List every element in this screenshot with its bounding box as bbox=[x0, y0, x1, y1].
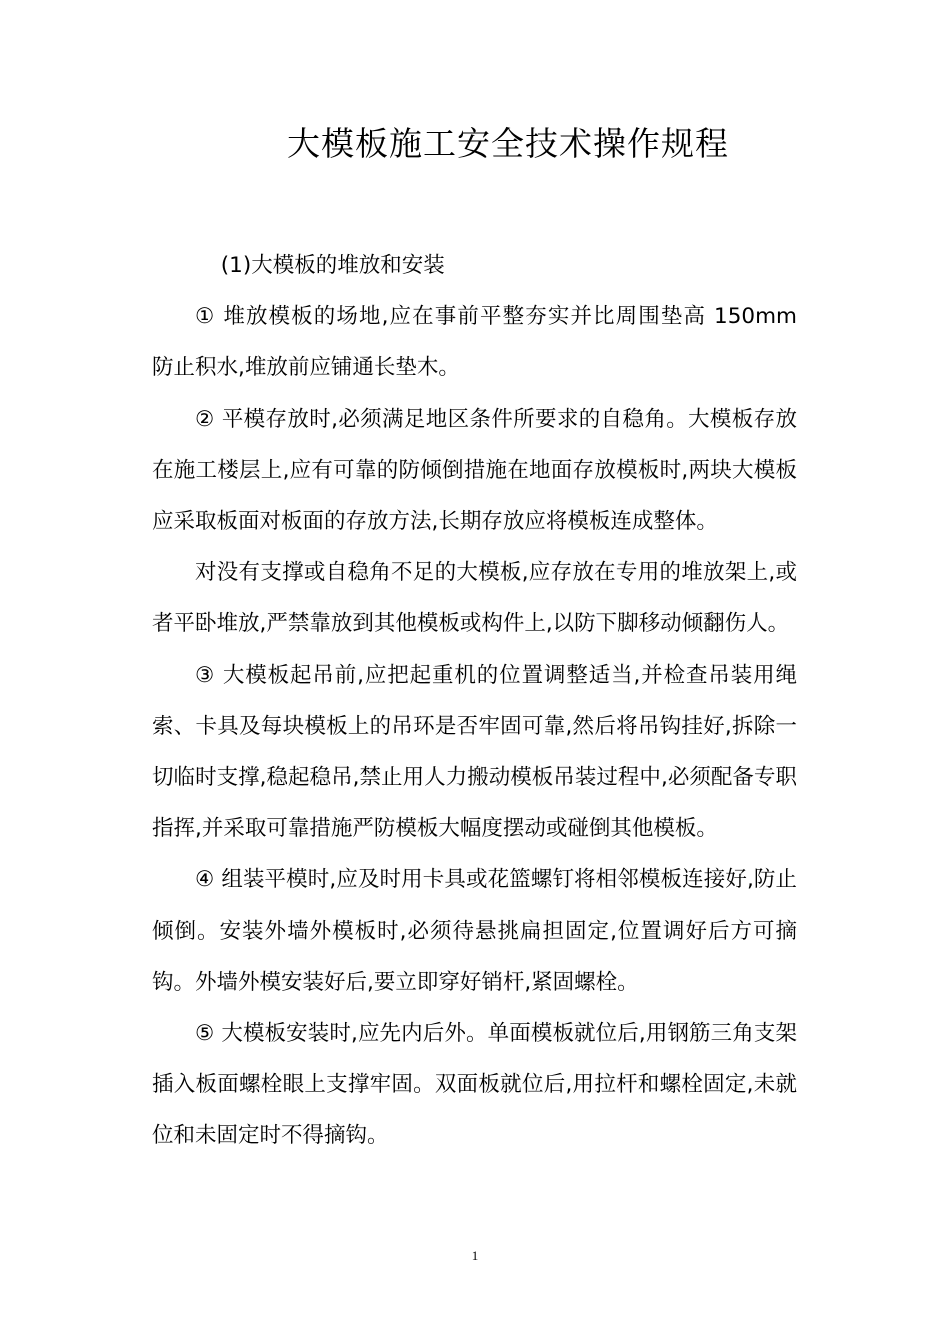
document-body bbox=[152, 240, 797, 1162]
page-number: 1 bbox=[471, 1248, 479, 1263]
section-heading: (1)大模板的堆放和安装 bbox=[220, 253, 445, 278]
document-title: 大模板施工安全技术操作规程 bbox=[287, 124, 729, 163]
paragraph-2: ② 平模存放时,必须满足地区条件所要求的自稳角。大模板存放在施工楼层上,应有可靠的防倾倒措施在地面存放模板时,两块大模板应采取板面对板面的存放方法,长期存放应将模板连成整体。 bbox=[152, 406, 797, 535]
paragraph-6: ⑤ 大模板安装时,应先内后外。单面模板就位后,用钢筋三角支架插入板面螺栓眼上支撑牢固。双面板就位后,用拉杆和螺栓固定,未就位和未固定时不得摘钩。 bbox=[152, 1021, 797, 1149]
paragraph-3: 对没有支撑或自稳角不足的大模板,应存放在专用的堆放架上,或者平卧堆放,严禁靠放到其他模板或构件上,以防下脚移动倾翻伤人。 bbox=[152, 560, 797, 637]
paragraph-5: ④ 组装平模时,应及时用卡具或花篮螺钉将相邻模板连接好,防止倾倒。安装外墙外模板时,必须待悬挑扁担固定,位置调好后方可摘钩。外墙外模安装好后,要立即穿好销杆,紧固螺栓。 bbox=[152, 867, 797, 995]
paragraph-1: ① 堆放模板的场地,应在事前平整夯实并比周围垫高 150mm 防止积水,堆放前应铺通长垫木。 bbox=[152, 304, 797, 381]
paragraph-4: ③ 大模板起吊前,应把起重机的位置调整适当,并检查吊装用绳索、卡具及每块模板上的吊环是否牢固可靠,然后将吊钩挂好,拆除一切临时支撑,稳起稳吊,禁止用人力搬动模板吊装过程中,必须配备专职指挥,并采取可靠措施严防模板大幅度摆动或碰倒其他模板。 bbox=[152, 662, 797, 842]
